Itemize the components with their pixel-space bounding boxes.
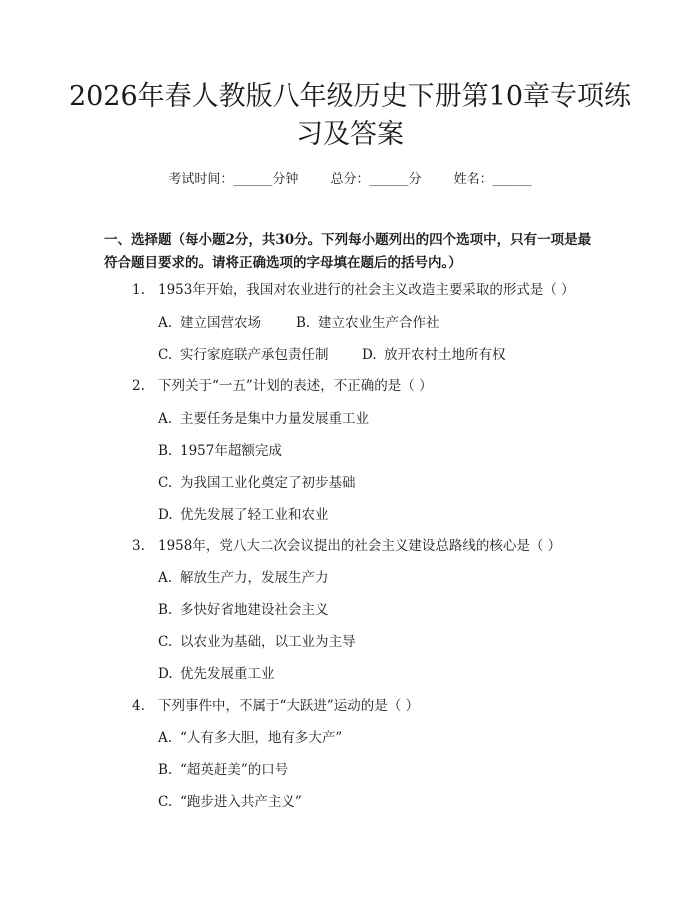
exam-time-field: 考试时间：______分钟 — [168, 172, 299, 187]
question-2-option-a: A. 主要任务是集中力量发展重工业 — [158, 411, 369, 427]
section-heading: 一、选择题（每小题2分，共30分。下列每小题列出的四个选项中，只有一项是最符合题目要求的。请将正确选项的字母填在题后的括号内。） — [104, 232, 592, 271]
total-score-field: 总分：______分 — [330, 172, 422, 187]
student-name-field: 姓名：______ — [453, 172, 532, 187]
question-2-stem — [132, 377, 433, 395]
question-number: 4. — [132, 698, 145, 714]
question-3-option-c: C. 以农业为基础，以工业为主导 — [158, 634, 356, 650]
page-title: 2026年春人教版八年级历史下册第10章专项练习及答案 — [68, 81, 632, 150]
question-3-option-a: A. 解放生产力，发展生产力 — [158, 570, 329, 586]
question-3-option-b: B. 多快好省地建设社会主义 — [158, 602, 329, 618]
question-3-stem — [132, 537, 561, 555]
question-text: 1953年开始，我国对农业进行的社会主义改造主要采取的形式是（ ） — [158, 282, 575, 298]
option-c: C. 实行家庭联产承包责任制 — [158, 347, 329, 363]
option-a: A. 建立国营农场 — [158, 315, 261, 331]
question-number: 1. — [132, 282, 145, 298]
question-2-option-c: C. 为我国工业化奠定了初步基础 — [158, 475, 356, 491]
question-number: 3. — [132, 538, 145, 554]
question-number: 2. — [132, 378, 145, 394]
question-1-options-row-1 — [158, 314, 440, 332]
question-text: 下列事件中，不属于“大跃进”运动的是（ ） — [158, 698, 420, 714]
question-1-options-row-2 — [158, 346, 506, 364]
question-3-option-d: D. 优先发展重工业 — [158, 666, 275, 682]
question-text: 1958年，党八大二次会议提出的社会主义建设总路线的核心是（ ） — [158, 538, 562, 554]
option-b: B. 建立农业生产合作社 — [296, 315, 440, 331]
question-4-option-b: B. “超英赶美”的口号 — [158, 762, 289, 778]
question-2-option-b: B. 1957年超额完成 — [158, 443, 282, 459]
question-text: 下列关于“一五”计划的表述，不正确的是（ ） — [158, 378, 433, 394]
question-4-option-a: A. “人有多大胆，地有多大产” — [158, 730, 343, 746]
question-1-stem — [132, 281, 575, 299]
exam-meta — [0, 168, 700, 187]
option-d: D. 放开农村土地所有权 — [362, 347, 506, 363]
question-2-option-d: D. 优先发展了轻工业和农业 — [158, 507, 329, 523]
question-4-option-c: C. “跑步进入共产主义” — [158, 794, 302, 810]
question-4-stem — [132, 697, 419, 715]
